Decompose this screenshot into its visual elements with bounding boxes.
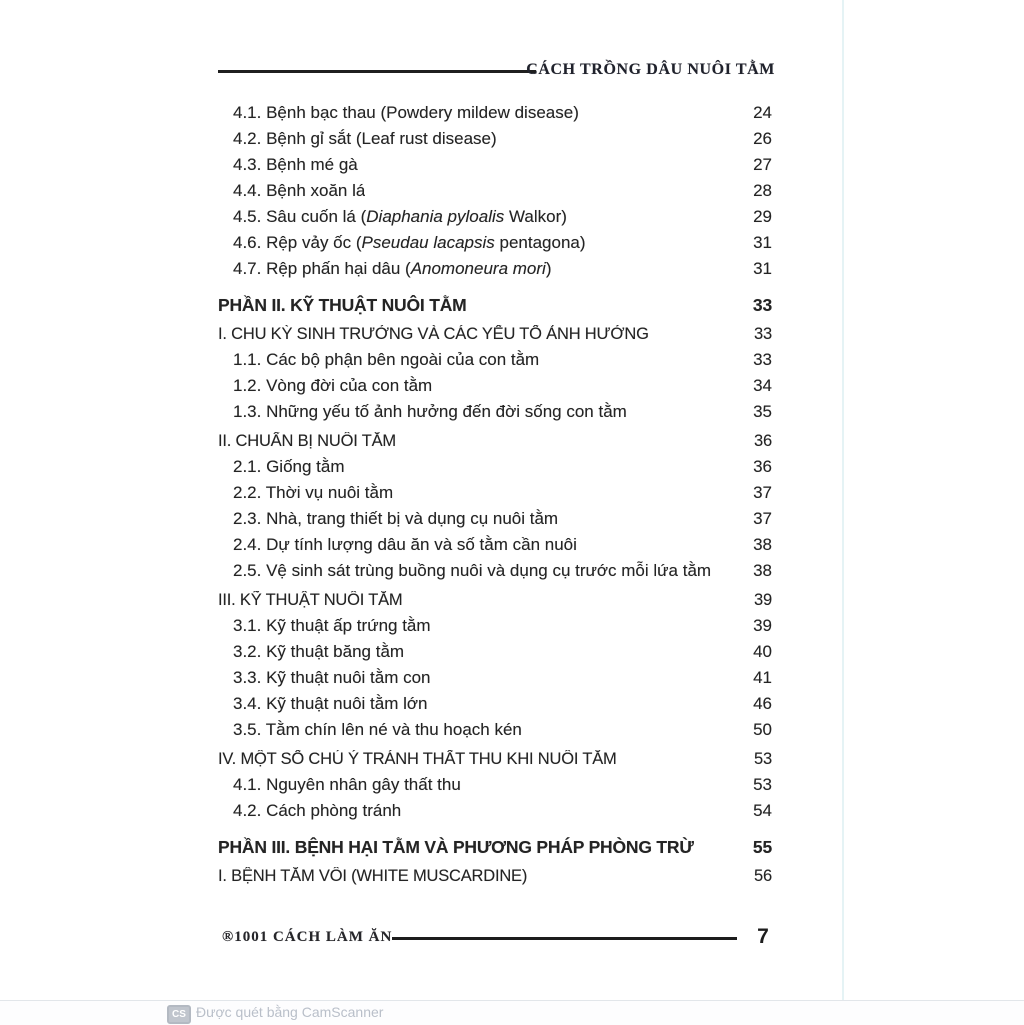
toc-entry-label: 1.3. Những yếu tố ảnh hưởng đến đời sống con tằm [218,402,627,422]
toc-entry-label: 4.2. Bệnh gỉ sắt (Leaf rust disease) [218,129,497,149]
toc-row [218,772,772,798]
toc-row [218,100,772,126]
toc-row [218,691,772,717]
toc-entry-label: III. KỸ THUẬT NUÔI TẰM [218,591,402,610]
camscanner-watermark-label: Được quét bằng CamScanner [196,1004,383,1020]
toc-entry-page: 39 [744,591,772,610]
toc-row [218,746,772,772]
toc-entry-label: 2.5. Vệ sinh sát trùng buồng nuôi và dụng cụ trước mỗi lứa tằm [218,561,711,581]
toc-row [218,798,772,824]
toc-entry-page: 40 [743,642,772,662]
toc-entry-label: 3.5. Tằm chín lên né và thu hoạch kén [218,720,522,740]
toc-row [218,230,772,256]
toc-entry-label: 4.1. Bệnh bạc thau (Powdery mildew disease) [218,103,579,123]
toc-entry-page: 39 [743,616,772,636]
toc-entry-label: 1.1. Các bộ phận bên ngoài của con tằm [218,350,539,370]
toc-entry-label: 4.6. Rệp vảy ốc (Pseudau lacapsis pentagona) [218,233,586,253]
toc-row [218,587,772,613]
toc-row [218,204,772,230]
footer-rule [392,937,737,940]
toc-entry-label: 2.4. Dự tính lượng dâu ăn và số tằm cần nuôi [218,535,577,555]
toc-entry-page: 53 [743,775,772,795]
toc-entry-label: 3.2. Kỹ thuật băng tằm [218,642,404,662]
toc-entry-page: 37 [743,483,772,503]
toc-entry-label: 4.2. Cách phòng tránh [218,801,401,821]
toc-row [218,834,772,860]
toc-entry-page: 24 [743,103,772,123]
toc-entry-page: 41 [743,668,772,688]
toc-row [218,347,772,373]
toc-entry-page: 54 [743,801,772,821]
toc-row [218,480,772,506]
toc-entry-page: 46 [743,694,772,714]
toc-entry-label: 3.3. Kỹ thuật nuôi tằm con [218,668,431,688]
toc-entry-page: 50 [743,720,772,740]
toc-row [218,399,772,425]
toc-rows [218,100,772,889]
toc-entry-label: 2.1. Giống tằm [218,457,345,477]
toc-row [218,558,772,584]
toc-entry-page: 55 [743,837,772,858]
footer-imprint: ®1001 CÁCH LÀM ĂN [222,929,392,946]
toc-row [218,256,772,282]
toc-entry-label: 4.3. Bệnh mé gà [218,155,358,175]
toc-entry-page: 29 [743,207,772,227]
toc-entry-label: 2.3. Nhà, trang thiết bị và dụng cụ nuôi tằm [218,509,558,529]
toc-row [218,613,772,639]
toc-entry-page: 33 [743,350,772,370]
toc-entry-page: 56 [744,867,772,886]
toc-entry-page: 33 [744,325,772,344]
toc-row [218,428,772,454]
footer-page-number: 7 [750,925,776,949]
toc-row [218,639,772,665]
toc-entry-label: II. CHUẨN BỊ NUÔI TẰM [218,432,396,451]
header-rule [218,70,536,73]
toc-entry-page: 36 [744,432,772,451]
camscanner-bar [0,1000,1024,1025]
toc-entry-label: 2.2. Thời vụ nuôi tằm [218,483,393,503]
toc-entry-label: 4.1. Nguyên nhân gây thất thu [218,775,461,795]
toc-entry-page: 38 [743,561,772,581]
toc-entry-page: 31 [743,233,772,253]
toc-entry-page: 33 [743,295,772,316]
toc-entry-label: IV. MỘT SỐ CHÚ Ý TRÁNH THẤT THU KHI NUÔI TẰM [218,750,617,769]
toc-entry-page: 28 [743,181,772,201]
running-title: CÁCH TRỒNG DÂU NUÔI TẰM [526,61,775,79]
toc-row [218,126,772,152]
toc-entry-page: 36 [743,457,772,477]
toc-entry-page: 38 [743,535,772,555]
toc-entry-label: 3.1. Kỹ thuật ấp trứng tằm [218,616,431,636]
toc-row [218,454,772,480]
table-of-contents [218,100,772,889]
toc-entry-page: 31 [743,259,772,279]
toc-entry-label: I. CHU KỲ SINH TRƯỞNG VÀ CÁC YẾU TỐ ẢNH HƯỞNG [218,325,649,344]
toc-entry-page: 27 [743,155,772,175]
toc-entry-label: 4.5. Sâu cuốn lá (Diaphania pyloalis Walkor) [218,207,567,227]
toc-entry-page: 53 [744,750,772,769]
toc-row [218,373,772,399]
toc-entry-label: 3.4. Kỹ thuật nuôi tằm lớn [218,694,427,714]
camscanner-icon: CS [167,1005,191,1024]
toc-row [218,532,772,558]
toc-row [218,178,772,204]
toc-row [218,152,772,178]
toc-row [218,717,772,743]
toc-entry-page: 34 [743,376,772,396]
toc-entry-label: I. BỆNH TẰM VÔI (WHITE MUSCARDINE) [218,867,527,886]
toc-entry-label: 4.4. Bệnh xoăn lá [218,181,365,201]
toc-entry-label: PHẦN II. KỸ THUẬT NUÔI TẰM [218,295,467,316]
toc-row [218,321,772,347]
toc-row [218,665,772,691]
toc-entry-label: 1.2. Vòng đời của con tằm [218,376,432,396]
toc-entry-page: 37 [743,509,772,529]
toc-entry-label: 4.7. Rệp phấn hại dâu (Anomoneura mori) [218,259,551,279]
scan-artifact-line [842,0,844,1000]
toc-row [218,506,772,532]
toc-entry-label: PHẦN III. BỆNH HẠI TẰM VÀ PHƯƠNG PHÁP PHÒNG TRỪ [218,837,694,858]
toc-entry-page: 26 [743,129,772,149]
toc-row [218,292,772,318]
toc-row [218,863,772,889]
toc-entry-page: 35 [743,402,772,422]
